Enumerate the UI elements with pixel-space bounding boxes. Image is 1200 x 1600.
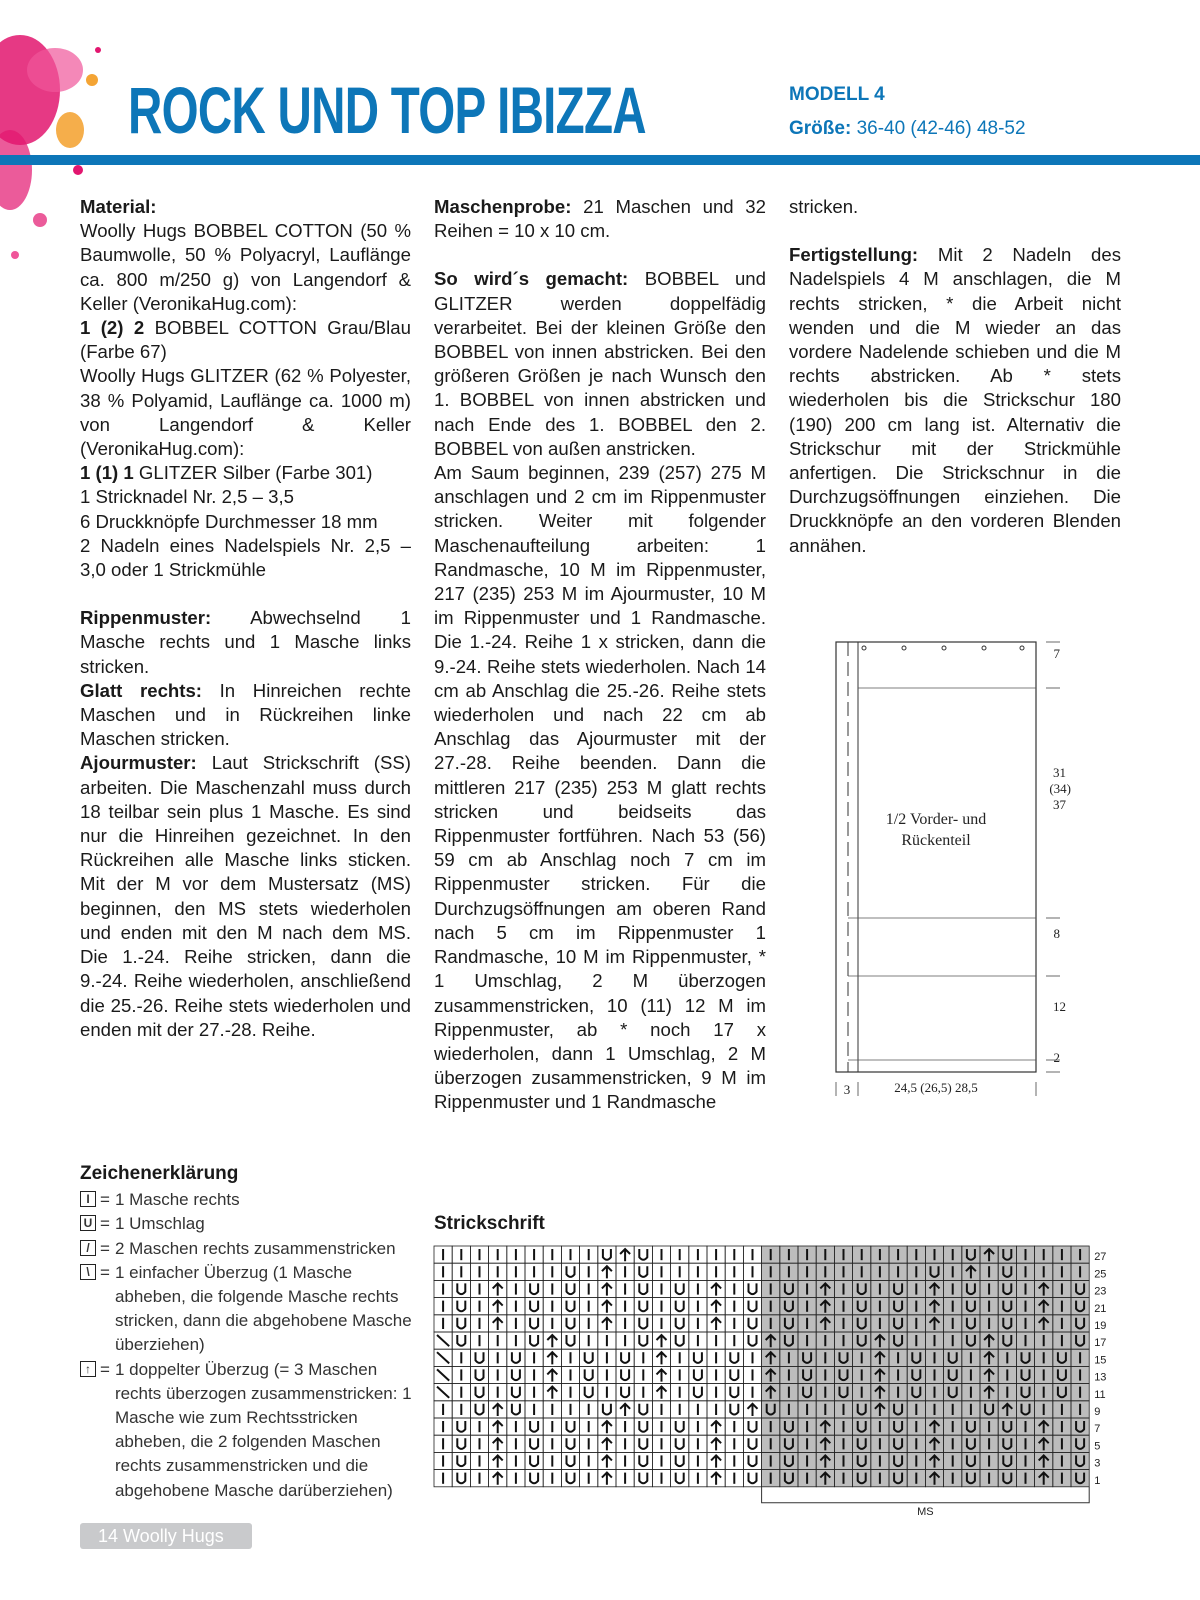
rippen-heading: Rippenmuster: [80, 607, 212, 629]
yarn-over-mark [639, 1318, 647, 1329]
chart-title: Strickschrift [434, 1213, 545, 1234]
dim-2: 2 [1053, 1050, 1060, 1065]
yarn-over-mark [457, 1301, 465, 1312]
gemacht-heading: So wird´s gemacht: [434, 268, 629, 290]
yarn-over-mark [639, 1473, 647, 1484]
yarn-over-mark [749, 1473, 757, 1484]
yarn-over-mark [567, 1335, 575, 1346]
yarn-over-mark [730, 1387, 738, 1398]
double-decrease-mark [547, 1335, 557, 1347]
yarn-over-mark [749, 1318, 757, 1329]
page-title: ROCK UND TOP IBIZZA [128, 73, 646, 147]
yarn-over-mark [457, 1473, 465, 1484]
ajour-text: Laut Strickschrift (SS) arbeiten. Die Maschenzahl muss durch 18 teilbar sein plus 1 Masche. Es sind nur die Hinreihen gezeichnet. In den Rückreihen alle Masche links sticken. Mit der M vor dem Mustersatz (MS) beginnen, den MS stets wiederholen und enden mit den M nach dem MS. Die 1.-24. Reihe stricken, dann die 9.-24. Reihe wiederholen, anschließend die 25.-26. Reihe stets wiederholen und enden mit der 27.-28. Reihe. [80, 752, 411, 1040]
row-number-label: 19 [1094, 1320, 1107, 1332]
yarn-over-mark [530, 1301, 538, 1312]
legend-row [80, 1188, 420, 1212]
yarn-over-mark [694, 1369, 702, 1380]
yarn-over-mark [530, 1455, 538, 1466]
yarn-over-mark [730, 1352, 738, 1363]
dim-3: 3 [843, 1082, 851, 1097]
yarn-over-mark [530, 1283, 538, 1294]
legend-items [80, 1188, 420, 1503]
dim-31: 31 [1053, 765, 1066, 780]
double-decrease-mark [493, 1404, 503, 1416]
legend-title: Zeichenerklärung [80, 1163, 239, 1184]
k2tog-icon: / [80, 1240, 96, 1256]
yarn-over-mark [567, 1283, 575, 1294]
double-decrease-mark [711, 1455, 721, 1467]
yarn-over-mark [676, 1473, 684, 1484]
material-line: Woolly Hugs BOBBEL COTTON (50 % Baumwolle, 50 % Polyacryl, Lauflänge ca. 800 m/250 g) von Langendorf & Keller (VeronikaHug.com): [80, 220, 411, 314]
legend-text: 1 doppelter Überzug (= 3 Maschen rechts überzogen zusammenstricken: 1 Masche wie zum Rechtsstricken abheben, die 2 folgenden Maschen rechts zusammenstricken und die abgehobene Masche darüberziehen) [114, 1359, 412, 1500]
legend-equals: = [100, 1214, 110, 1234]
yarn-over-mark [676, 1335, 684, 1346]
column-instructions [434, 195, 766, 1115]
yarn-over-mark [676, 1438, 684, 1449]
yarn-over-mark [585, 1369, 593, 1380]
double-decrease-icon: ↑ [80, 1361, 96, 1377]
yarn-over-mark [639, 1301, 647, 1312]
dim-34: (34) [1049, 781, 1071, 796]
yarn-over-mark [567, 1301, 575, 1312]
double-decrease-mark [602, 1301, 612, 1313]
double-decrease-mark [711, 1318, 721, 1330]
material-line: 2 Nadeln eines Nadelspiels Nr. 2,5 – 3,0 oder 1 Strickmühle [80, 534, 411, 581]
double-decrease-mark [602, 1283, 612, 1295]
legend-text: 1 Masche rechts [114, 1190, 240, 1210]
gemacht-paragraph [434, 267, 766, 461]
yarn-over-mark [676, 1455, 684, 1466]
ssk-mark [437, 1352, 449, 1363]
knit-stitch-icon: I [80, 1191, 96, 1207]
double-decrease-mark [602, 1438, 612, 1450]
double-decrease-mark [711, 1283, 721, 1295]
glatt-heading: Glatt rechts: [80, 679, 202, 701]
schematic-outline [836, 642, 1036, 1072]
yarn-over-mark [730, 1404, 738, 1415]
yarn-over-mark [639, 1455, 647, 1466]
yarn-over-mark [476, 1404, 484, 1415]
page-footer: 14 Woolly Hugs [80, 1523, 252, 1549]
material-line: 1 Stricknadel Nr. 2,5 – 3,5 [80, 486, 294, 508]
yarn-over-mark [749, 1421, 757, 1432]
yarn-over-mark [694, 1387, 702, 1398]
row-number-label: 13 [1094, 1371, 1107, 1384]
yarn-over-mark [530, 1421, 538, 1432]
yarn-over-mark [676, 1283, 684, 1294]
yarn-over-mark [676, 1301, 684, 1312]
yarn-over-mark [476, 1352, 484, 1363]
yarn-over-mark [730, 1369, 738, 1380]
double-decrease-mark [657, 1387, 667, 1399]
yarn-over-mark [567, 1455, 575, 1466]
double-decrease-mark [657, 1369, 667, 1381]
yarn-over-mark [457, 1438, 465, 1449]
yarn-over-mark [530, 1438, 538, 1449]
glatt-paragraph [80, 679, 411, 752]
yarn-over-mark [639, 1266, 647, 1277]
glatt-text: In Hinreichen rechte Maschen und in Rückreihen linke Maschen stricken. [80, 679, 411, 750]
material-line: Woolly Hugs GLITZER (62 % Polyester, 38 % Polyamid, Lauflänge ca. 1000 m) von Langendorf & Keller (VeronikaHug.com): [80, 365, 411, 460]
legend-row [80, 1358, 420, 1503]
yarn-over-mark [457, 1335, 465, 1346]
legend-row [80, 1237, 420, 1261]
yarn-over-mark [639, 1249, 647, 1260]
material-line: 1 (1) 1 GLITZER Silber (Farbe 301) [80, 462, 373, 484]
dim-8: 8 [1053, 926, 1060, 941]
yarn-over-mark [621, 1352, 629, 1363]
yarn-over-mark [639, 1404, 647, 1415]
double-decrease-mark [620, 1249, 630, 1261]
row-number-label: 21 [1094, 1302, 1107, 1315]
yarn-over-mark [476, 1369, 484, 1380]
yarn-over-mark [457, 1318, 465, 1329]
yarn-over-mark [749, 1455, 757, 1466]
gemacht-text: BOBBEL und GLITZER werden doppelfädig verarbeitet. Bei der kleinen Größe den BOBBEL von innen abstricken. Bei den größeren Größen je nach Wunsch den 1. BOBBEL von innen abstricken und nach Ende des 1. BOBBEL den 2. BOBBEL von außen anstricken. [434, 268, 766, 459]
schematic-label-2: Rückenteil [901, 832, 971, 849]
probe-paragraph [434, 195, 766, 243]
double-decrease-mark [493, 1473, 503, 1485]
row-number-label: 5 [1094, 1440, 1101, 1453]
yarn-over-mark [621, 1387, 629, 1398]
ssk-mark [437, 1387, 449, 1398]
rippen-paragraph [80, 606, 411, 679]
yarn-over-mark [749, 1335, 757, 1346]
double-decrease-mark [493, 1318, 503, 1330]
legend-row [80, 1261, 420, 1358]
fertig-heading: Fertigstellung: [789, 244, 919, 266]
dim-width: 24,5 (26,5) 28,5 [894, 1080, 978, 1095]
probe-heading: Maschenprobe: [434, 196, 572, 217]
yarn-over-mark [567, 1266, 575, 1277]
double-decrease-mark [493, 1283, 503, 1295]
double-decrease-mark [493, 1301, 503, 1313]
double-decrease-mark [602, 1318, 612, 1330]
yarn-over-mark [530, 1473, 538, 1484]
material-line: 6 Druckknöpfe Durchmesser 18 mm [80, 510, 378, 532]
probe-text: 21 Maschen und 32 Reihen = 10 x 10 cm. [434, 196, 766, 242]
legend-row [80, 1212, 420, 1236]
rippen-text: Abwechselnd 1 Masche rechts und 1 Masche links stricken. [80, 607, 412, 677]
legend-equals: = [100, 1359, 110, 1379]
garment-schematic [820, 636, 1080, 1116]
row-number-label: 1 [1094, 1474, 1101, 1487]
double-decrease-mark [547, 1352, 557, 1364]
yarn-over-mark [639, 1438, 647, 1449]
material-line: 1 (2) 2 BOBBEL COTTON Grau/Blau (Farbe 67) [80, 317, 411, 363]
double-decrease-mark [711, 1473, 721, 1485]
double-decrease-mark [711, 1421, 721, 1433]
yarn-over-mark [476, 1387, 484, 1398]
yarn-over-mark [512, 1369, 520, 1380]
knitting-chart [432, 1240, 1162, 1530]
column-material [80, 195, 411, 1042]
yarn-over-mark [639, 1283, 647, 1294]
ssk-mark [437, 1369, 449, 1380]
ajour-heading: Ajourmuster: [80, 752, 197, 774]
yarn-over-mark [530, 1318, 538, 1329]
size-label: Größe: [789, 118, 852, 139]
legend [80, 1162, 420, 1503]
ssk-icon: \ [80, 1264, 96, 1280]
double-decrease-mark [493, 1421, 503, 1433]
yarn-over-mark [603, 1404, 611, 1415]
double-decrease-mark [711, 1301, 721, 1313]
yarn-over-mark [567, 1421, 575, 1432]
dim-37: 37 [1053, 797, 1066, 812]
double-decrease-mark [493, 1455, 503, 1467]
yarn-over-mark [585, 1387, 593, 1398]
yarn-over-mark [639, 1421, 647, 1432]
yarn-over-mark [530, 1335, 538, 1346]
header-rule [0, 155, 1200, 165]
row-number-label: 15 [1094, 1354, 1107, 1367]
legend-equals: = [100, 1238, 110, 1258]
row-number-label: 9 [1094, 1406, 1101, 1418]
yarn-over-icon: U [80, 1215, 96, 1231]
yarn-over-mark [512, 1404, 520, 1415]
row-number-label: 7 [1094, 1423, 1101, 1436]
legend-text: 1 Umschlag [114, 1214, 205, 1234]
yarn-over-mark [621, 1369, 629, 1380]
yarn-over-mark [676, 1421, 684, 1432]
yarn-over-mark [567, 1438, 575, 1449]
legend-equals: = [100, 1262, 110, 1282]
dim-7: 7 [1053, 646, 1060, 661]
yarn-over-mark [749, 1283, 757, 1294]
double-decrease-mark [493, 1438, 503, 1450]
yarn-over-mark [585, 1352, 593, 1363]
schematic-label-1: 1/2 Vorder- und [885, 811, 987, 828]
ajour-paragraph [80, 751, 411, 1041]
double-decrease-mark [711, 1438, 721, 1450]
double-decrease-mark [657, 1335, 667, 1347]
yarn-over-mark [567, 1318, 575, 1329]
yarn-over-mark [457, 1283, 465, 1294]
size-info [789, 118, 1026, 140]
repeat-bracket [762, 1487, 1090, 1503]
size-value: 36-40 (42-46) 48-52 [856, 118, 1026, 139]
material-list [80, 219, 411, 582]
double-decrease-mark [748, 1404, 758, 1416]
double-decrease-mark [602, 1455, 612, 1467]
yarn-over-mark [749, 1301, 757, 1312]
row-number-label: 27 [1094, 1251, 1107, 1264]
legend-equals: = [100, 1190, 110, 1210]
yarn-over-mark [512, 1352, 520, 1363]
yarn-over-mark [457, 1455, 465, 1466]
double-decrease-mark [602, 1421, 612, 1433]
fertig-text: Mit 2 Nadeln des Nadelspiels 4 M anschlagen, die M rechts stricken, * die Arbeit nicht wenden und die M wieder an das vordere Nadelende schieben und die M rechts abstricken. Ab * stets wiederholen bis die Strickschur 180 (190) 200 cm lang ist. Alternativ die Strickschur mit der Strickmühle anfertigen. Die Strickschnur in die Durchzugsöffnungen einziehen. Die Druckknöpfe an den vorderen Blenden annähen. [789, 244, 1121, 556]
yarn-over-mark [676, 1318, 684, 1329]
row-number-label: 3 [1094, 1457, 1101, 1470]
legend-text: 2 Maschen rechts zusammenstricken [114, 1238, 396, 1258]
model-number: MODELL 4 [789, 84, 885, 105]
yarn-over-mark [639, 1335, 647, 1346]
continuation-text: stricken. [789, 196, 859, 217]
row-number-label: 11 [1094, 1388, 1106, 1401]
column-finishing [789, 195, 1121, 558]
row-number-label: 25 [1094, 1268, 1107, 1281]
yarn-over-mark [567, 1473, 575, 1484]
double-decrease-mark [657, 1352, 667, 1364]
material-heading: Material: [80, 196, 157, 217]
repeat-label: MS [917, 1505, 934, 1518]
double-decrease-mark [602, 1266, 612, 1278]
row-number-label: 17 [1094, 1337, 1107, 1350]
fertig-paragraph [789, 243, 1121, 558]
row-number-label: 23 [1094, 1285, 1107, 1298]
yarn-over-mark [512, 1387, 520, 1398]
saum-paragraph: Am Saum beginnen, 239 (257) 275 M anschlagen und 2 cm im Rippenmuster stricken. Weiter mit folgender Maschenaufteilung arbeiten: 1 Randmasche, 10 M im Rippenmuster, 217 (235) 253 M im Ajourmuster, 10 M im Rippenmuster und 1 Randmasche. Die 1.-24. Reihe 1 x stricken, dann die 9.-24. Reihe stets wiederholen. Nach 14 cm ab Anschlag die 25.-26. Reihe stets wiederholen und nach 22 cm ab Anschlag das Ajourmuster mit der 27.-28. Reihe beenden. Dann die mittleren 217 (235) 253 M glatt rechts stricken und beidseits das Rippenmuster fortführen. Nach 53 (56) 59 cm ab Anschlag noch 7 cm im Rippenmuster stricken. Für die Durchzugsöffnungen am oberen Rand nach 5 cm im Rippenmuster 1 Randmasche, 10 M im Rippenmuster, * 1 Umschlag, 2 M überzogen zusammenstricken, 10 (11) 12 M im Rippenmuster, ab * noch 17 x wiederholen, dann 1 Umschlag, 2 M überzogen zusammenstricken, 9 M im Rippenmuster und 1 Randmasche [434, 462, 766, 1113]
dim-12: 12 [1053, 999, 1066, 1014]
ssk-mark [437, 1335, 449, 1346]
double-decrease-mark [547, 1369, 557, 1381]
legend-text: 1 einfacher Überzug (1 Masche abheben, die folgende Masche rechts stricken, dann die abgehobene Masche überziehen) [114, 1262, 412, 1355]
yarn-over-mark [457, 1421, 465, 1432]
double-decrease-mark [547, 1387, 557, 1399]
yarn-over-mark [694, 1352, 702, 1363]
yarn-over-mark [749, 1438, 757, 1449]
yarn-over-mark [603, 1249, 611, 1260]
double-decrease-mark [602, 1473, 612, 1485]
double-decrease-mark [620, 1404, 630, 1416]
